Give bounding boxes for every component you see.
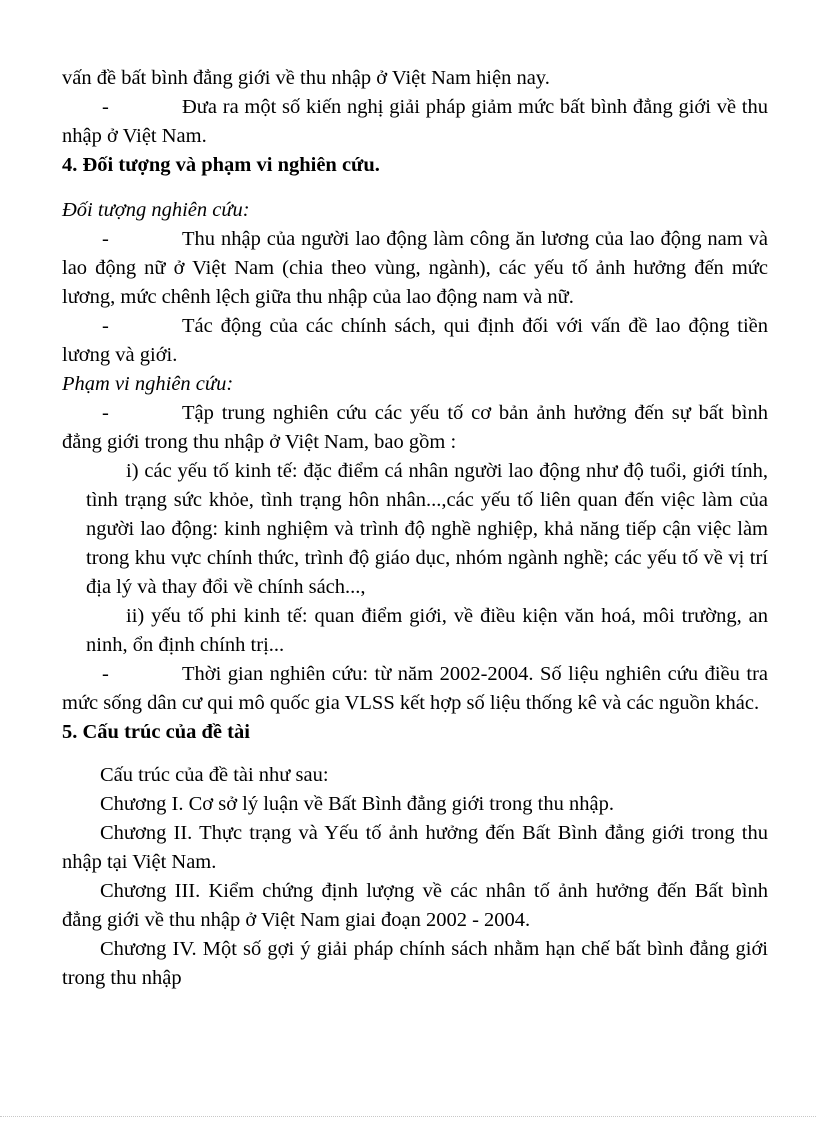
page-bottom-divider: [0, 1116, 816, 1117]
subheading-research-object: Đối tượng nghiên cứu:: [62, 199, 250, 221]
research-object-text-2: Tác động của các chính sách, qui định đối với vấn đề lao động tiền lương và giới.: [62, 315, 768, 366]
chapter-1-line: Chương I. Cơ sở lý luận về Bất Bình đẳng giới trong thu nhập.: [100, 793, 614, 815]
bullet-dash: -: [102, 402, 109, 424]
subheading-research-scope: Phạm vi nghiên cứu:: [62, 373, 234, 395]
bullet-dash: -: [102, 663, 109, 685]
section-heading-5: 5. Cấu trúc của đề tài: [62, 721, 250, 743]
research-scope-text-2: Thời gian nghiên cứu: từ năm 2002-2004. Số liệu nghiên cứu điều tra mức sống dân cư qui mô quốc gia VLSS kết hợp số liệu thống kê và các nguồn khác.: [62, 663, 768, 714]
non-economic-factors-item: ii) yếu tố phi kinh tế: quan điểm giới, về điều kiện văn hoá, môi trường, an ninh, ổn định chính trị...: [86, 605, 768, 656]
bullet-dash: -: [102, 228, 109, 250]
research-object-item-1: [62, 225, 768, 312]
research-scope-item-1: [62, 399, 768, 457]
structure-intro: Cấu trúc của đề tài như sau:: [100, 764, 329, 786]
research-object-item-2: [62, 312, 768, 370]
bullet-dash: -: [102, 315, 109, 337]
objective-text: Đưa ra một số kiến nghị giải pháp giảm mức bất bình đẳng giới về thu nhập ở Việt Nam.: [62, 96, 768, 147]
chapter-3-line: Chương III. Kiểm chứng định lượng về các nhân tố ảnh hưởng đến Bất bình đẳng giới về thu nhập ở Việt Nam giai đoạn 2002 - 2004.: [62, 880, 768, 931]
objective-item: [62, 93, 768, 151]
chapter-2-line: Chương II. Thực trạng và Yếu tố ảnh hưởng đến Bất Bình đẳng giới trong thu nhập tại Việt Nam.: [62, 822, 768, 873]
research-scope-text-1: Tập trung nghiên cứu các yếu tố cơ bản ảnh hưởng đến sự bất bình đẳng giới trong thu nhập ở Việt Nam, bao gồm :: [62, 402, 768, 453]
chapter-4-line: Chương IV. Một số gợi ý giải pháp chính sách nhằm hạn chế bất bình đẳng giới trong thu nhập: [62, 938, 768, 989]
section-heading-4: 4. Đối tượng và phạm vi nghiên cứu.: [62, 154, 380, 176]
research-object-text-1: Thu nhập của người lao động làm công ăn lương của lao động nam và lao động nữ ở Việt Nam (chia theo vùng, ngành), các yếu tố ảnh hưởng đến mức lương, mức chênh lệch giữa thu nhập của lao động nam và nữ.: [62, 228, 768, 308]
paragraph-continuation: vấn đề bất bình đẳng giới về thu nhập ở Việt Nam hiện nay.: [62, 67, 550, 89]
document-page: [62, 64, 768, 993]
economic-factors-item: i) các yếu tố kinh tế: đặc điểm cá nhân người lao động như độ tuổi, giới tính, tình trạng sức khỏe, tình trạng hôn nhân...,các yếu tố liên quan đến việc làm của người lao động: kinh nghiệm và trình độ nghề nghiệp, khả năng tiếp cận việc làm trong khu vực chính thức, trình độ giáo dục, nhóm ngành nghề; các yếu tố về vị trí địa lý và thay đổi về chính sách...,: [86, 460, 768, 598]
research-scope-item-2: [62, 660, 768, 718]
bullet-dash: -: [102, 96, 109, 118]
